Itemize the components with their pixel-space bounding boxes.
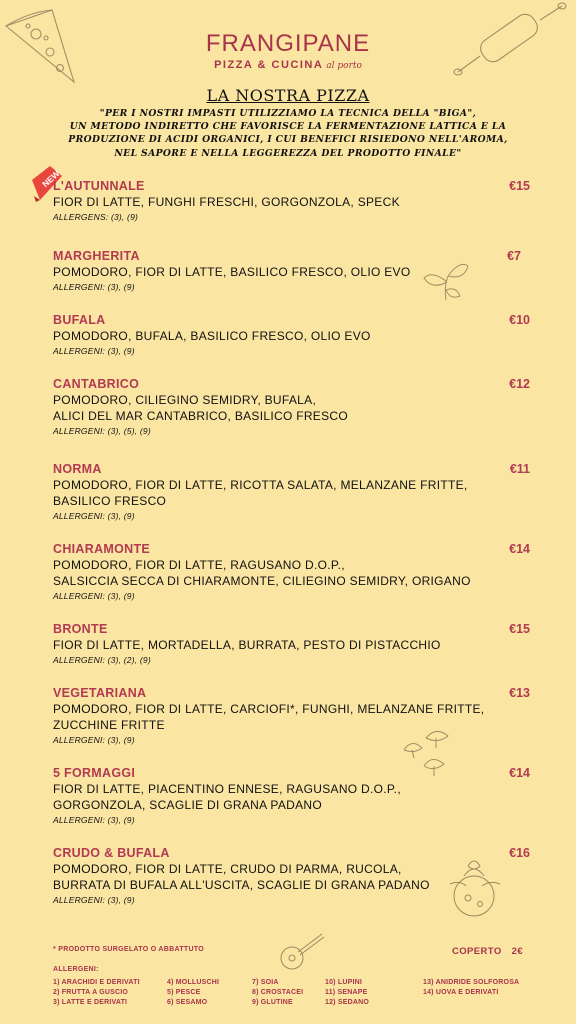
item-description: ZUCCHINE FRITTE	[53, 718, 165, 732]
item-price: €15	[509, 622, 530, 636]
page-title: LA NOSTRA PIZZA	[206, 86, 370, 105]
item-name: VEGETARIANA	[53, 686, 147, 700]
item-description: ALICI DEL MAR CANTABRICO, BASILICO FRESCO	[53, 409, 349, 423]
allergen-entry: 12) SEDANO	[325, 999, 370, 1006]
frozen-product-note: * PRODOTTO SURGELATO O ABBATTUTO	[53, 946, 205, 953]
item-allergens: ALLERGENI: (3), (9)	[53, 815, 135, 825]
allergen-entry: 7) SOIA	[252, 979, 279, 986]
brand-logo	[0, 30, 576, 71]
item-name: CRUDO & BUFALA	[53, 846, 170, 860]
item-description: GORGONZOLA, SCAGLIE DI GRANA PADANO	[53, 798, 322, 812]
brand-name: FRANGIPANE	[205, 30, 371, 57]
allergen-entry: 6) SESAMO	[167, 999, 208, 1006]
allergen-entry: 14) UOVA E DERIVATI	[423, 989, 499, 996]
item-description: POMODORO, BUFALA, BASILICO FRESCO, OLIO EVO	[53, 329, 371, 343]
menu-item-chiaramonte	[53, 541, 533, 603]
item-price: €11	[509, 462, 530, 476]
brand-tagline-text: PIZZA & CUCINA	[214, 59, 324, 71]
item-description: POMODORO, FIOR DI LATTE, CRUDO DI PARMA, RUCOLA,	[53, 862, 402, 876]
menu-item-crudo-bufala	[53, 845, 533, 907]
item-price: €7	[507, 249, 521, 263]
item-name: CHIARAMONTE	[53, 542, 151, 556]
intro-line: UN METODO INDIRETTO CHE FAVORISCE LA FERMENTAZIONE LATTICA E LA	[69, 121, 507, 133]
item-allergens: ALLERGENI: (3), (9)	[53, 511, 135, 521]
allergen-entry: 9) GLUTINE	[252, 999, 293, 1006]
item-description: BASILICO FRESCO	[53, 494, 167, 508]
item-price: €13	[509, 686, 530, 700]
item-name: L'AUTUNNALE	[53, 179, 145, 193]
menu-item-norma	[53, 461, 533, 523]
item-name: CANTABRICO	[53, 377, 140, 391]
intro-text	[40, 107, 536, 160]
allergens-legend-column	[252, 978, 303, 1008]
menu-item-bronte	[53, 621, 533, 667]
allergens-legend-title: ALLERGENI:	[53, 966, 99, 973]
item-description: SALSICCIA SECCA DI CHIARAMONTE, CILIEGINO SEMIDRY, ORIGANO	[53, 574, 471, 588]
item-description: POMODORO, CILIEGINO SEMIDRY, BUFALA,	[53, 393, 317, 407]
item-allergens: ALLERGENI: (3), (9)	[53, 895, 135, 905]
allergen-entry: 2) FRUTTA A GUSCIO	[53, 989, 129, 996]
item-name: BUFALA	[53, 313, 106, 327]
item-name: MARGHERITA	[53, 249, 140, 263]
item-description: FIOR DI LATTE, MORTADELLA, BURRATA, PESTO DI PISTACCHIO	[53, 638, 441, 652]
allergen-entry: 11) SENAPE	[325, 989, 368, 996]
pizza-cutter-icon	[276, 930, 328, 972]
cover-charge-label: COPERTO	[452, 946, 502, 957]
menu-item-cantabrico	[53, 376, 533, 438]
item-description: BURRATA DI BUFALA ALL'USCITA, SCAGLIE DI GRANA PADANO	[53, 878, 430, 892]
item-description: POMODORO, FIOR DI LATTE, RAGUSANO D.O.P.,	[53, 558, 345, 572]
item-price: €10	[509, 313, 530, 327]
item-description: FIOR DI LATTE, PIACENTINO ENNESE, RAGUSANO D.O.P.,	[53, 782, 401, 796]
item-description: POMODORO, FIOR DI LATTE, BASILICO FRESCO, OLIO EVO	[53, 265, 411, 279]
item-allergens: ALLERGENI: (3), (9)	[53, 591, 135, 601]
item-price: €14	[509, 766, 530, 780]
menu-item-5-formaggi	[53, 765, 533, 827]
cover-charge	[452, 946, 523, 957]
item-allergens: ALLERGENI: (3), (9)	[53, 282, 135, 292]
intro-line: PRODUZIONE DI ACIDI ORGANICI, I CUI BENEFICI RISIEDONO NELL'AROMA,	[68, 134, 508, 146]
brand-tagline	[0, 59, 576, 71]
menu-item-vegetariana	[53, 685, 533, 747]
allergens-legend-column	[53, 978, 140, 1008]
item-price: €15	[509, 179, 530, 193]
item-price: €16	[509, 846, 530, 860]
allergen-entry: 4) MOLLUSCHI	[167, 979, 220, 986]
intro-line: "PER I NOSTRI IMPASTI UTILIZZIAMO LA TECNICA DELLA "BIGA",	[99, 108, 477, 119]
item-description: POMODORO, FIOR DI LATTE, RICOTTA SALATA, MELANZANE FRITTE,	[53, 478, 468, 492]
item-price: €12	[509, 377, 530, 391]
brand-tagline-script: al porto	[326, 61, 362, 71]
item-name: NORMA	[53, 462, 102, 476]
item-name: 5 FORMAGGI	[53, 766, 136, 780]
menu-item-bufala	[53, 312, 533, 358]
allergen-entry: 5) PESCE	[167, 989, 201, 996]
allergens-legend-column	[325, 978, 369, 1008]
allergen-entry: 1) ARACHIDI E DERIVATI	[53, 979, 140, 986]
item-description: FIOR DI LATTE, FUNGHI FRESCHI, GORGONZOLA, SPECK	[53, 195, 400, 209]
item-allergens: ALLERGENI: (3), (5), (9)	[53, 426, 151, 436]
cover-charge-price: 2€	[511, 946, 523, 957]
menu-item-margherita	[53, 248, 533, 294]
allergen-entry: 10) LUPINI	[325, 979, 363, 986]
allergens-legend-column	[167, 978, 219, 1008]
allergen-entry: 3) LATTE E DERIVATI	[53, 999, 128, 1006]
allergen-entry: 8) CROSTACEI	[252, 989, 304, 996]
item-allergens: ALLERGENS: (3), (9)	[53, 212, 139, 222]
menu-item-autunnale	[53, 178, 533, 224]
item-allergens: ALLERGENI: (3), (9)	[53, 735, 135, 745]
allergens-legend-column	[423, 978, 519, 998]
allergen-entry: 13) ANIDRIDE SOLFOROSA	[423, 979, 520, 986]
item-price: €14	[509, 542, 530, 556]
new-badge-label: NEW	[40, 168, 62, 190]
item-allergens: ALLERGENI: (3), (2), (9)	[53, 655, 151, 665]
item-description: POMODORO, FIOR DI LATTE, CARCIOFI*, FUNGHI, MELANZANE FRITTE,	[53, 702, 485, 716]
item-name: BRONTE	[53, 622, 108, 636]
item-allergens: ALLERGENI: (3), (9)	[53, 346, 135, 356]
intro-line: NEL SAPORE E NELLA LEGGEREZZA DEL PRODOTTO FINALE"	[114, 147, 462, 159]
